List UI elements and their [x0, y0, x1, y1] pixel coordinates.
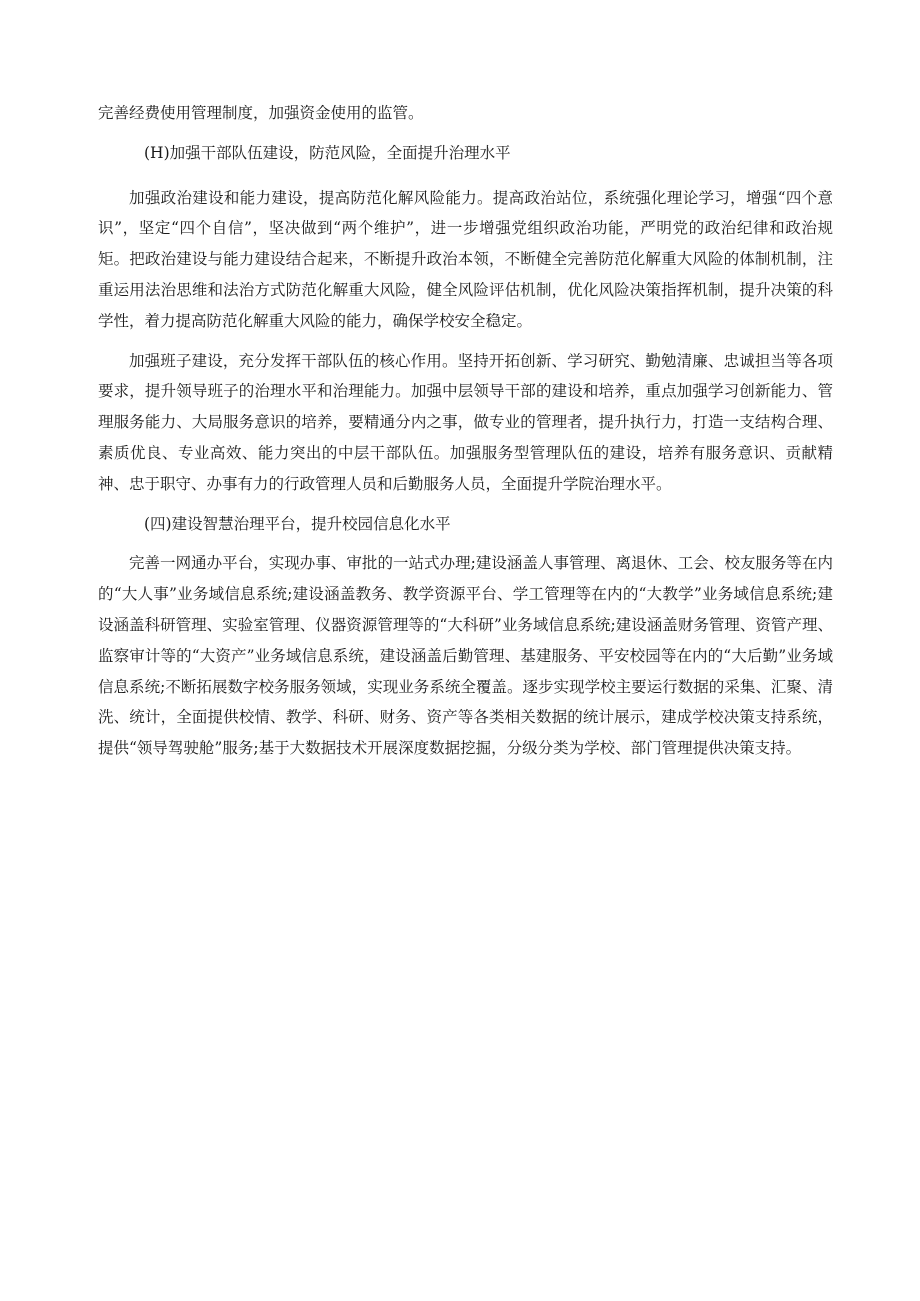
spacer — [98, 337, 833, 346]
spacer — [98, 539, 833, 548]
paragraph-political-building: 加强政治建设和能力建设，提高防范化解风险能力。提高政治站位，系统强化理论学习，增强“四个意识”，坚定“四个自信”，坚决做到“两个维护”，进一步增强党组织政治功能，严明党的政治纪律和政治规矩。把政治建设与能力建设结合起来，不断提升政治本领，不断健全完善防范化解重大风险的体制机制，注重运用法治思维和法治方式防范化解重大风险，健全风险评估机制，优化风险决策指挥机制，提升决策的科学性，着力提高防范化解重大风险的能力，确保学校安全稳定。 — [98, 188, 833, 330]
text-line-funding: 完善经费使用管理制度，加强资金使用的监管。 — [98, 104, 424, 122]
spacer — [98, 169, 833, 183]
section-heading-cadre: (H)加强干部队伍建设，防范风险，全面提升治理水平 — [144, 143, 511, 162]
spacer — [98, 500, 833, 509]
document-body — [98, 98, 833, 764]
section-heading-smart-platform: (四)建设智慧治理平台，提升校园信息化水平 — [144, 514, 451, 533]
paragraph-smart-platform: 完善一网通办平台，实现办事、审批的一站式办理;建设涵盖人事管理、离退休、工会、校友服务等在内的“大人事”业务域信息系统;建设涵盖教务、教学资源平台、学工管理等在内的“大教学”业务域信息系统;建设涵盖科研管理、实验室管理、仪器资源管理等的“大科研”业务域信息系统;建设涵盖财务管理、资管产理、监察审计等的“大资产”业务域信息系统，建设涵盖后勤管理、基建服务、平安校园等在内的“大后勤”业务域信息系统;不断拓展数字校务服务领域，实现业务系统全覆盖。逐步实现学校主要运行数据的采集、汇聚、清洗、统计，全面提供校情、教学、科研、财务、资产等各类相关数据的统计展示，建成学校决策支持系统，提供“领导驾驶舱”服务;基于大数据技术开展深度数据挖掘，分级分类为学校、部门管理提供决策支持。 — [98, 554, 833, 758]
paragraph-team-building: 加强班子建设，充分发挥干部队伍的核心作用。坚持开拓创新、学习研究、勤勉清廉、忠诚担当等各项要求，提升领导班子的治理水平和治理能力。加强中层领导干部的建设和培养，重点加强学习创新能力、管理服务能力、大局服务意识的培养，要精通分内之事，做专业的管理者，提升执行力，打造一支结构合理、素质优良、专业高效、能力突出的中层干部队伍。加强服务型管理队伍的建设，培养有服务意识、贡献精神、忠于职守、办事有力的行政管理人员和后勤服务人员，全面提升学院治理水平。 — [98, 351, 833, 493]
spacer — [98, 129, 833, 138]
